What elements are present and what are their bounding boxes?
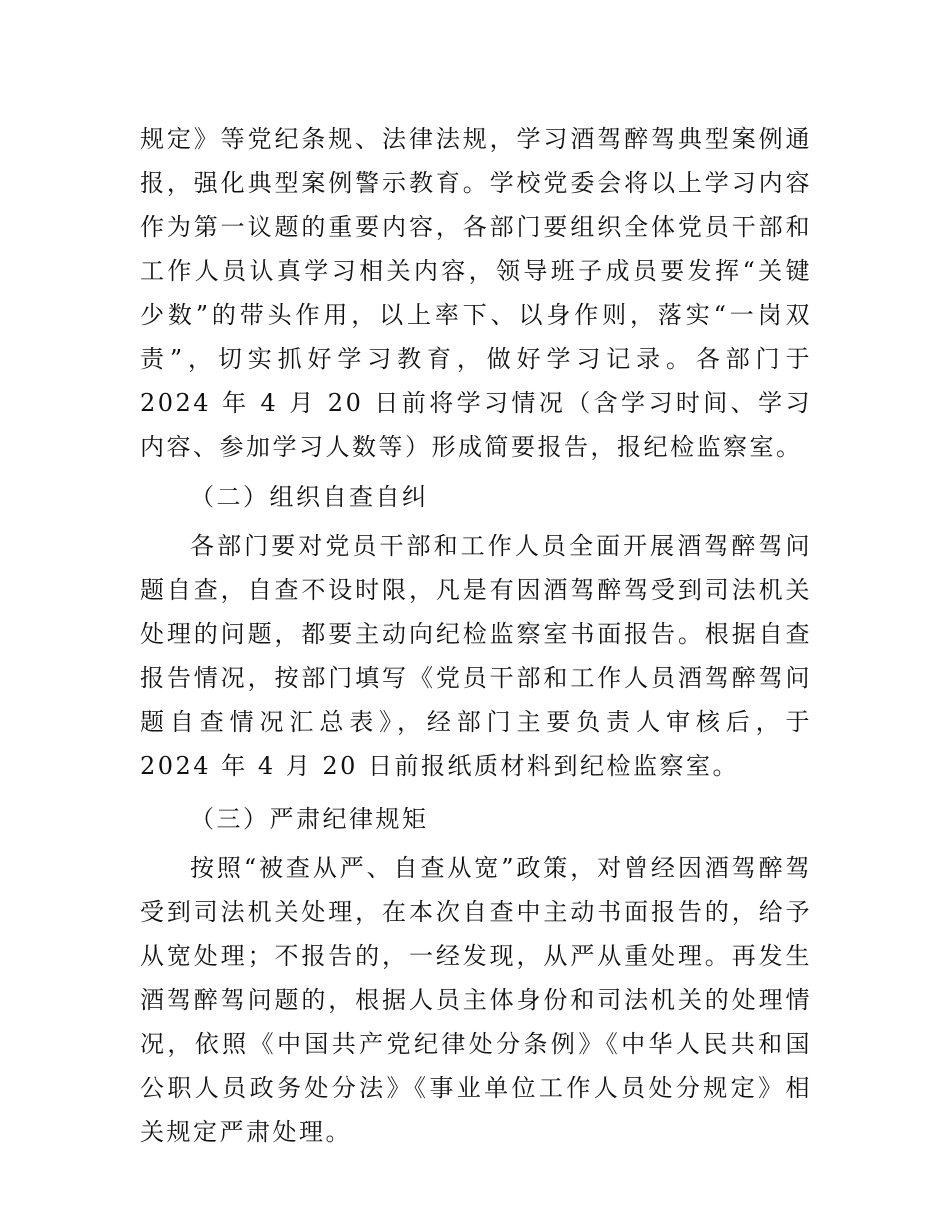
paragraph-self-inspection: 各部门要对党员干部和工作人员全面开展酒驾醉驾问题自查，自查不设时限，凡是有因酒驾醉驾受到司法机关处理的问题，都要主动向纪检监察室书面报告。根据自查报告情况，按部门填写《党员干部和工作人员酒驾醉驾问题自查情况汇总表》，经部门主要负责人审核后，于 2024 年 4 月 20 日前报纸质材料到纪检监察室。 <box>140 532 812 780</box>
section-heading-discipline: （三）严肃纪律规矩 <box>190 805 429 833</box>
section-heading-self-inspection: （二）组织自查自纠 <box>190 483 429 511</box>
paragraph-discipline: 按照“被查从严、自查从宽”政策，对曾经因酒驾醉驾受到司法机关处理，在本次自查中主动书面报告的，给予从宽处理；不报告的，一经发现，从严从重处理。再发生酒驾醉驾问题的，根据人员主体身份和司法机关的处理情况，依照《中国共产党纪律处分条例》《中华人民共和国公职人员政务处分法》《事业单位工作人员处分规定》相关规定严肃处理。 <box>140 854 812 1146</box>
paragraph-study-requirements: 规定》等党纪条规、法律法规，学习酒驾醉驾典型案例通报，强化典型案例警示教育。学校党委会将以上学习内容作为第一议题的重要内容，各部门要组织全体党员干部和工作人员认真学习相关内容，领导班子成员要发挥“关键少数”的带头作用，以上率下、以身作则，落实“一岗双责”，切实抓好学习教育，做好学习记录。各部门于 2024 年 4 月 20 日前将学习情况（含学习时间、学习内容、参加学习人数等）形成简要报告，报纪检监察室。 <box>140 125 812 461</box>
